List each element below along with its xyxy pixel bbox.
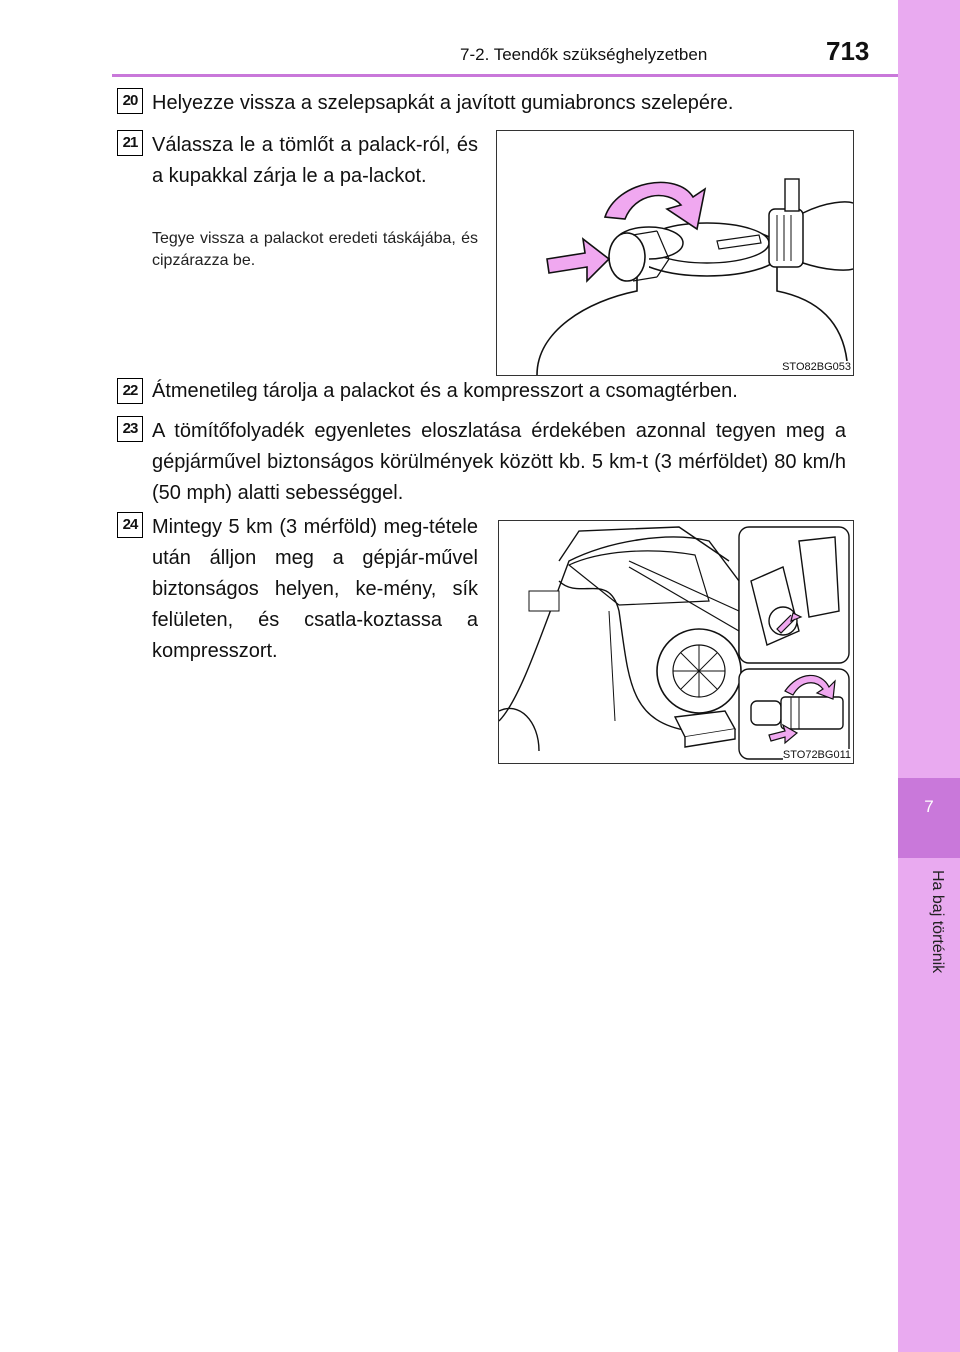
header-divider — [112, 74, 898, 77]
page-number: 713 — [826, 36, 870, 66]
arrow-push-icon — [547, 239, 609, 281]
step-number-21: 21 — [117, 130, 143, 156]
step-text-24: Mintegy 5 km (3 mérföld) meg-tétele után álljon meg a gépjár-művel biztonságos helyen, ke-mény, sík felületen, és csatla-koztassa a kompresszort. — [152, 516, 478, 662]
arrow-rotate-icon — [605, 182, 705, 229]
chapter-number-box — [898, 778, 960, 858]
step-number-24: 24 — [117, 512, 143, 538]
step-number-22: 22 — [117, 378, 143, 404]
step-text-20: Helyezze vissza a szelepsapkát a javított gumiabroncs szelepére. — [152, 92, 734, 114]
step-number-23: 23 — [117, 416, 143, 442]
figure-code-2: STO72BG011 — [782, 749, 851, 761]
car-compressor-illustration — [499, 521, 853, 763]
chapter-side-tab — [898, 0, 960, 1352]
bottle-cap-illustration — [497, 131, 853, 375]
chapter-title: Ha baj történik — [929, 870, 946, 974]
step-note-21: Tegye vissza a palackot eredeti táskájába, és cipzárazza be. — [152, 230, 478, 269]
step-text-22: Átmenetileg tárolja a palackot és a kompresszort a csomagtérben. — [152, 380, 738, 402]
step-text-21: Válassza le a tömlőt a palack-ról, és a kupakkal zárja le a pa-lackot. — [152, 134, 478, 187]
figure-code-1: STO82BG053 — [782, 361, 851, 373]
step-number-20: 20 — [117, 88, 143, 114]
chapter-number: 7 — [924, 797, 934, 816]
step-text-23: A tömítőfolyadék egyenletes eloszlatása érdekében azonnal tegyen meg a gépjárművel biztonságos körülmények között kb. 5 km-t (3 mérföldet) 80 km/h (50 mph) alatti sebességgel. — [152, 420, 846, 504]
figure-car-compressor — [498, 520, 854, 764]
header-section-title: 7-2. Teendők szükséghelyzetben — [460, 45, 708, 64]
figure-bottle-cap — [496, 130, 854, 376]
